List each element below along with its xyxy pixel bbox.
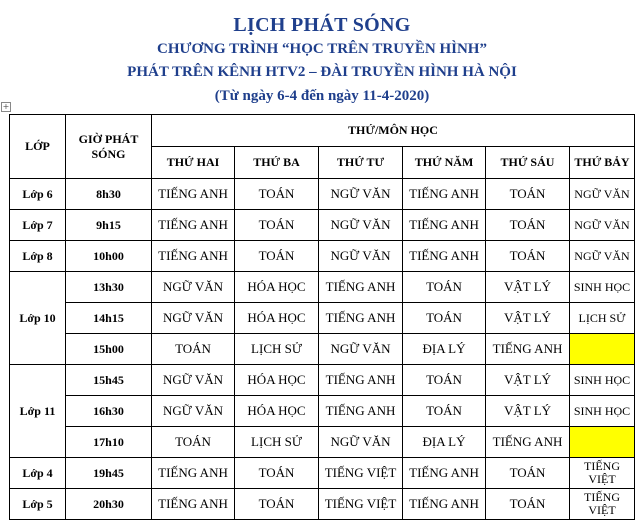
table-row xyxy=(10,489,635,520)
subject-cell: TOÁN xyxy=(403,365,486,396)
broadcast-time: 10h00 xyxy=(66,241,152,272)
broadcast-schedule-table xyxy=(9,114,635,520)
subject-cell: NGỮ VĂN xyxy=(319,210,403,241)
table-row xyxy=(10,272,635,303)
subject-cell: TOÁN xyxy=(486,241,570,272)
subject-cell: TOÁN xyxy=(235,458,319,489)
subject-cell: SINH HỌC xyxy=(570,365,635,396)
broadcast-time: 8h30 xyxy=(66,179,152,210)
subject-cell: NGỮ VĂN xyxy=(319,241,403,272)
subject-cell: HÓA HỌC xyxy=(235,396,319,427)
subject-cell: NGỮ VĂN xyxy=(152,303,235,334)
header-day: THỨ TƯ xyxy=(319,147,403,179)
broadcast-time: 16h30 xyxy=(66,396,152,427)
subject-cell: TOÁN xyxy=(486,489,570,520)
header-lop: LỚP xyxy=(10,115,66,179)
empty-highlighted-cell xyxy=(570,427,635,458)
subject-cell: TIẾNG ANH xyxy=(152,179,235,210)
subject-cell: TOÁN xyxy=(486,210,570,241)
subject-cell: VẬT LÝ xyxy=(486,365,570,396)
subject-cell: TIẾNG ANH xyxy=(152,489,235,520)
subject-cell: SINH HỌC xyxy=(570,272,635,303)
header-thu-mon-hoc: THỨ/MÔN HỌC xyxy=(152,115,635,147)
subject-cell: SINH HỌC xyxy=(570,396,635,427)
subject-cell: VẬT LÝ xyxy=(486,272,570,303)
subject-cell: TOÁN xyxy=(235,179,319,210)
subject-cell: NGỮ VĂN xyxy=(319,334,403,365)
channel-info: PHÁT TRÊN KÊNH HTV2 – ĐÀI TRUYỀN HÌNH HÀ NỘI xyxy=(127,64,517,80)
subject-cell: TOÁN xyxy=(235,489,319,520)
class-name: Lớp 11 xyxy=(10,365,66,458)
broadcast-time: 19h45 xyxy=(66,458,152,489)
subject-cell: NGỮ VĂN xyxy=(570,241,635,272)
broadcast-time: 13h30 xyxy=(66,272,152,303)
subject-cell: TIẾNG VIỆT xyxy=(570,458,635,489)
header-day: THỨ BA xyxy=(235,147,319,179)
subject-cell: TIẾNG ANH xyxy=(486,334,570,365)
subject-cell: NGỮ VĂN xyxy=(152,272,235,303)
header-gio-phat-song: GIỜ PHÁT SÓNG xyxy=(66,115,152,179)
subject-cell: NGỮ VĂN xyxy=(319,179,403,210)
subject-cell: NGỮ VĂN xyxy=(152,396,235,427)
table-row xyxy=(10,365,635,396)
subject-cell: TIẾNG ANH xyxy=(403,241,486,272)
subject-cell: TIẾNG ANH xyxy=(152,210,235,241)
header-day: THỨ BẢY xyxy=(570,147,635,179)
subject-cell: TIẾNG ANH xyxy=(319,396,403,427)
broadcast-time: 20h30 xyxy=(66,489,152,520)
table-row xyxy=(10,303,635,334)
table-row xyxy=(10,179,635,210)
broadcast-time: 15h00 xyxy=(66,334,152,365)
subject-cell: NGỮ VĂN xyxy=(319,427,403,458)
subject-cell: VẬT LÝ xyxy=(486,396,570,427)
subject-cell: LỊCH SỬ xyxy=(570,303,635,334)
subject-cell: TOÁN xyxy=(486,458,570,489)
table-row xyxy=(10,427,635,458)
subject-cell: TIẾNG ANH xyxy=(403,210,486,241)
subject-cell: TOÁN xyxy=(403,303,486,334)
subject-cell: TIẾNG ANH xyxy=(319,303,403,334)
subject-cell: TOÁN xyxy=(235,210,319,241)
page-title: LỊCH PHÁT SÓNG xyxy=(233,14,411,36)
subject-cell: HÓA HỌC xyxy=(235,365,319,396)
class-name: Lớp 4 xyxy=(10,458,66,489)
subject-cell: VẬT LÝ xyxy=(486,303,570,334)
table-row xyxy=(10,396,635,427)
subject-cell: TIẾNG ANH xyxy=(486,427,570,458)
subject-cell: LỊCH SỬ xyxy=(235,427,319,458)
subject-cell: ĐỊA LÝ xyxy=(403,334,486,365)
broadcast-time: 14h15 xyxy=(66,303,152,334)
subject-cell: TIẾNG ANH xyxy=(152,241,235,272)
class-name: Lớp 5 xyxy=(10,489,66,520)
header-day: THỨ HAI xyxy=(152,147,235,179)
subject-cell: TOÁN xyxy=(486,179,570,210)
subject-cell: TOÁN xyxy=(403,272,486,303)
table-move-handle-icon[interactable]: + xyxy=(2,102,10,111)
empty-highlighted-cell xyxy=(570,334,635,365)
broadcast-time: 17h10 xyxy=(66,427,152,458)
subject-cell: HÓA HỌC xyxy=(235,272,319,303)
class-name: Lớp 8 xyxy=(10,241,66,272)
subject-cell: TIẾNG ANH xyxy=(403,458,486,489)
subject-cell: TIẾNG VIỆT xyxy=(319,489,403,520)
subject-cell: TOÁN xyxy=(235,241,319,272)
subject-cell: TOÁN xyxy=(152,427,235,458)
date-range: (Từ ngày 6-4 đến ngày 11-4-2020) xyxy=(214,88,430,104)
subject-cell: TIẾNG VIỆT xyxy=(319,458,403,489)
subject-cell: NGỮ VĂN xyxy=(570,210,635,241)
table-row xyxy=(10,458,635,489)
subject-cell: TIẾNG ANH xyxy=(152,458,235,489)
table-row xyxy=(10,241,635,272)
subject-cell: TOÁN xyxy=(152,334,235,365)
subject-cell: LỊCH SỬ xyxy=(235,334,319,365)
subject-cell: NGỮ VĂN xyxy=(152,365,235,396)
class-name: Lớp 7 xyxy=(10,210,66,241)
header-day: THỨ NĂM xyxy=(403,147,486,179)
subject-cell: ĐỊA LÝ xyxy=(403,427,486,458)
subject-cell: TIẾNG ANH xyxy=(403,179,486,210)
subject-cell: TIẾNG VIỆT xyxy=(570,489,635,520)
broadcast-time: 9h15 xyxy=(66,210,152,241)
subject-cell: HÓA HỌC xyxy=(235,303,319,334)
class-name: Lớp 6 xyxy=(10,179,66,210)
subject-cell: TOÁN xyxy=(403,396,486,427)
subject-cell: TIẾNG ANH xyxy=(319,272,403,303)
program-name: CHƯƠNG TRÌNH “HỌC TRÊN TRUYỀN HÌNH” xyxy=(157,41,487,57)
table-row xyxy=(10,334,635,365)
subject-cell: NGỮ VĂN xyxy=(570,179,635,210)
subject-cell: TIẾNG ANH xyxy=(403,489,486,520)
class-name: Lớp 10 xyxy=(10,272,66,365)
table-row xyxy=(10,210,635,241)
header-day: THỨ SÁU xyxy=(486,147,570,179)
subject-cell: TIẾNG ANH xyxy=(319,365,403,396)
broadcast-time: 15h45 xyxy=(66,365,152,396)
